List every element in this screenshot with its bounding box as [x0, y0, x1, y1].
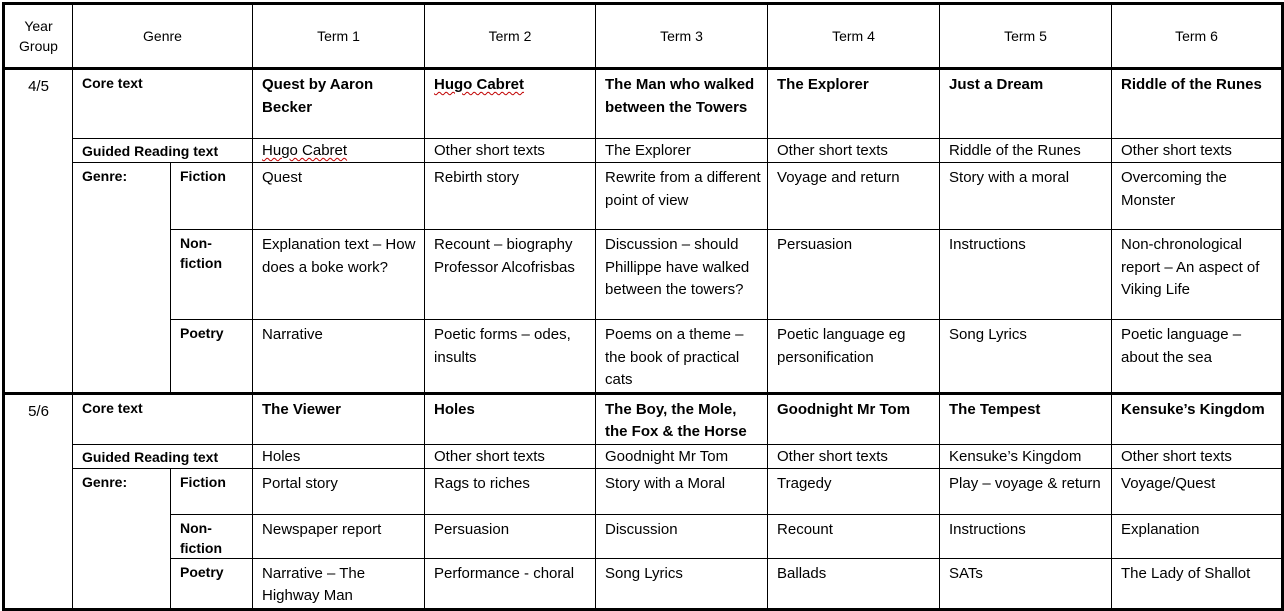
table-cell: Song Lyrics: [940, 320, 1112, 394]
core-text-label: Core text: [73, 69, 253, 139]
header-genre: Genre: [73, 4, 253, 69]
table-cell: Other short texts: [768, 139, 940, 163]
table-cell: Riddle of the Runes: [940, 139, 1112, 163]
guided-reading-label: Guided Reading text: [73, 444, 253, 468]
core-text-row: [4, 69, 1283, 139]
guided-reading-row: [4, 139, 1283, 163]
non-fiction-row: [4, 230, 1283, 320]
table-cell: The Boy, the Mole, the Fox & the Horse: [596, 393, 768, 444]
table-cell: Quest by Aaron Becker: [253, 69, 425, 139]
year-group-cell: 5/6: [4, 393, 73, 609]
header-term: Term 2: [425, 4, 596, 69]
table-cell: Ballads: [768, 558, 940, 609]
fiction-row: [4, 468, 1283, 514]
table-cell: The Tempest: [940, 393, 1112, 444]
header-term: Term 6: [1112, 4, 1283, 69]
table-cell: Holes: [425, 393, 596, 444]
table-cell: [253, 139, 425, 163]
table-cell: Quest: [253, 163, 425, 230]
table-cell: Discussion: [596, 514, 768, 558]
table-cell: Performance - choral: [425, 558, 596, 609]
table-cell: Goodnight Mr Tom: [596, 444, 768, 468]
header-term: Term 1: [253, 4, 425, 69]
poetry-row: [4, 320, 1283, 394]
table-cell: Recount – biography Professor Alcofrisbas: [425, 230, 596, 320]
cell-text: Hugo Cabret: [434, 76, 525, 93]
table-cell: Kensuke’s Kingdom: [1112, 393, 1283, 444]
table-cell: Other short texts: [1112, 139, 1283, 163]
table-cell: Other short texts: [425, 444, 596, 468]
fiction-label: Fiction: [171, 468, 253, 514]
curriculum-table: [2, 2, 1284, 611]
table-cell: Poetic forms – odes, insults: [425, 320, 596, 394]
table-cell: Just a Dream: [940, 69, 1112, 139]
poetry-label: Poetry: [171, 320, 253, 394]
table-cell: The Explorer: [768, 69, 940, 139]
table-cell: Tragedy: [768, 468, 940, 514]
fiction-label: Fiction: [171, 163, 253, 230]
table-cell: Recount: [768, 514, 940, 558]
guided-reading-label: Guided Reading text: [73, 139, 253, 163]
table-cell: Goodnight Mr Tom: [768, 393, 940, 444]
table-cell: Rewrite from a different point of view: [596, 163, 768, 230]
table-cell: Poems on a theme – the book of practical cats: [596, 320, 768, 394]
table-cell: Persuasion: [425, 514, 596, 558]
table-cell: The Explorer: [596, 139, 768, 163]
header-year-group: Year Group: [4, 4, 73, 69]
table-cell: Other short texts: [768, 444, 940, 468]
year-group-cell: 4/5: [4, 69, 73, 394]
table-cell: Narrative – The Highway Man: [253, 558, 425, 609]
table-cell: SATs: [940, 558, 1112, 609]
table-cell: Non-chronological report – An aspect of Viking Life: [1112, 230, 1283, 320]
table-cell: Explanation: [1112, 514, 1283, 558]
table-cell: Instructions: [940, 230, 1112, 320]
table-cell: [425, 69, 596, 139]
poetry-row: [4, 558, 1283, 609]
table-cell: Voyage/Quest: [1112, 468, 1283, 514]
table-cell: Narrative: [253, 320, 425, 394]
table-cell: Holes: [253, 444, 425, 468]
genre-label: Genre:: [73, 468, 171, 609]
cell-text: Hugo Cabret: [262, 142, 348, 159]
table-cell: The Viewer: [253, 393, 425, 444]
table-cell: Play – voyage & return: [940, 468, 1112, 514]
header-term: Term 3: [596, 4, 768, 69]
table-cell: Poetic language – about the sea: [1112, 320, 1283, 394]
table-cell: Portal story: [253, 468, 425, 514]
table-cell: Other short texts: [425, 139, 596, 163]
table-cell: Voyage and return: [768, 163, 940, 230]
table-cell: The Man who walked between the Towers: [596, 69, 768, 139]
non-fiction-row: [4, 514, 1283, 558]
table-cell: Persuasion: [768, 230, 940, 320]
table-cell: Overcoming the Monster: [1112, 163, 1283, 230]
non-fiction-label: Non-fiction: [171, 230, 253, 320]
header-term: Term 5: [940, 4, 1112, 69]
guided-reading-row: [4, 444, 1283, 468]
table-cell: Rags to riches: [425, 468, 596, 514]
header-row: [4, 4, 1283, 69]
table-cell: Kensuke’s Kingdom: [940, 444, 1112, 468]
table-cell: Newspaper report: [253, 514, 425, 558]
table-cell: Instructions: [940, 514, 1112, 558]
table-cell: Rebirth story: [425, 163, 596, 230]
table-cell: Poetic language eg personification: [768, 320, 940, 394]
table-cell: Other short texts: [1112, 444, 1283, 468]
core-text-row: [4, 393, 1283, 444]
table-cell: Riddle of the Runes: [1112, 69, 1283, 139]
genre-label: Genre:: [73, 163, 171, 394]
table-cell: Story with a moral: [940, 163, 1112, 230]
core-text-label: Core text: [73, 393, 253, 444]
fiction-row: [4, 163, 1283, 230]
table-cell: Discussion – should Phillippe have walked between the towers?: [596, 230, 768, 320]
table-cell: Story with a Moral: [596, 468, 768, 514]
non-fiction-label: Non-fiction: [171, 514, 253, 558]
poetry-label: Poetry: [171, 558, 253, 609]
table-cell: The Lady of Shallot: [1112, 558, 1283, 609]
header-term: Term 4: [768, 4, 940, 69]
table-cell: Song Lyrics: [596, 558, 768, 609]
table-cell: Explanation text – How does a boke work?: [253, 230, 425, 320]
